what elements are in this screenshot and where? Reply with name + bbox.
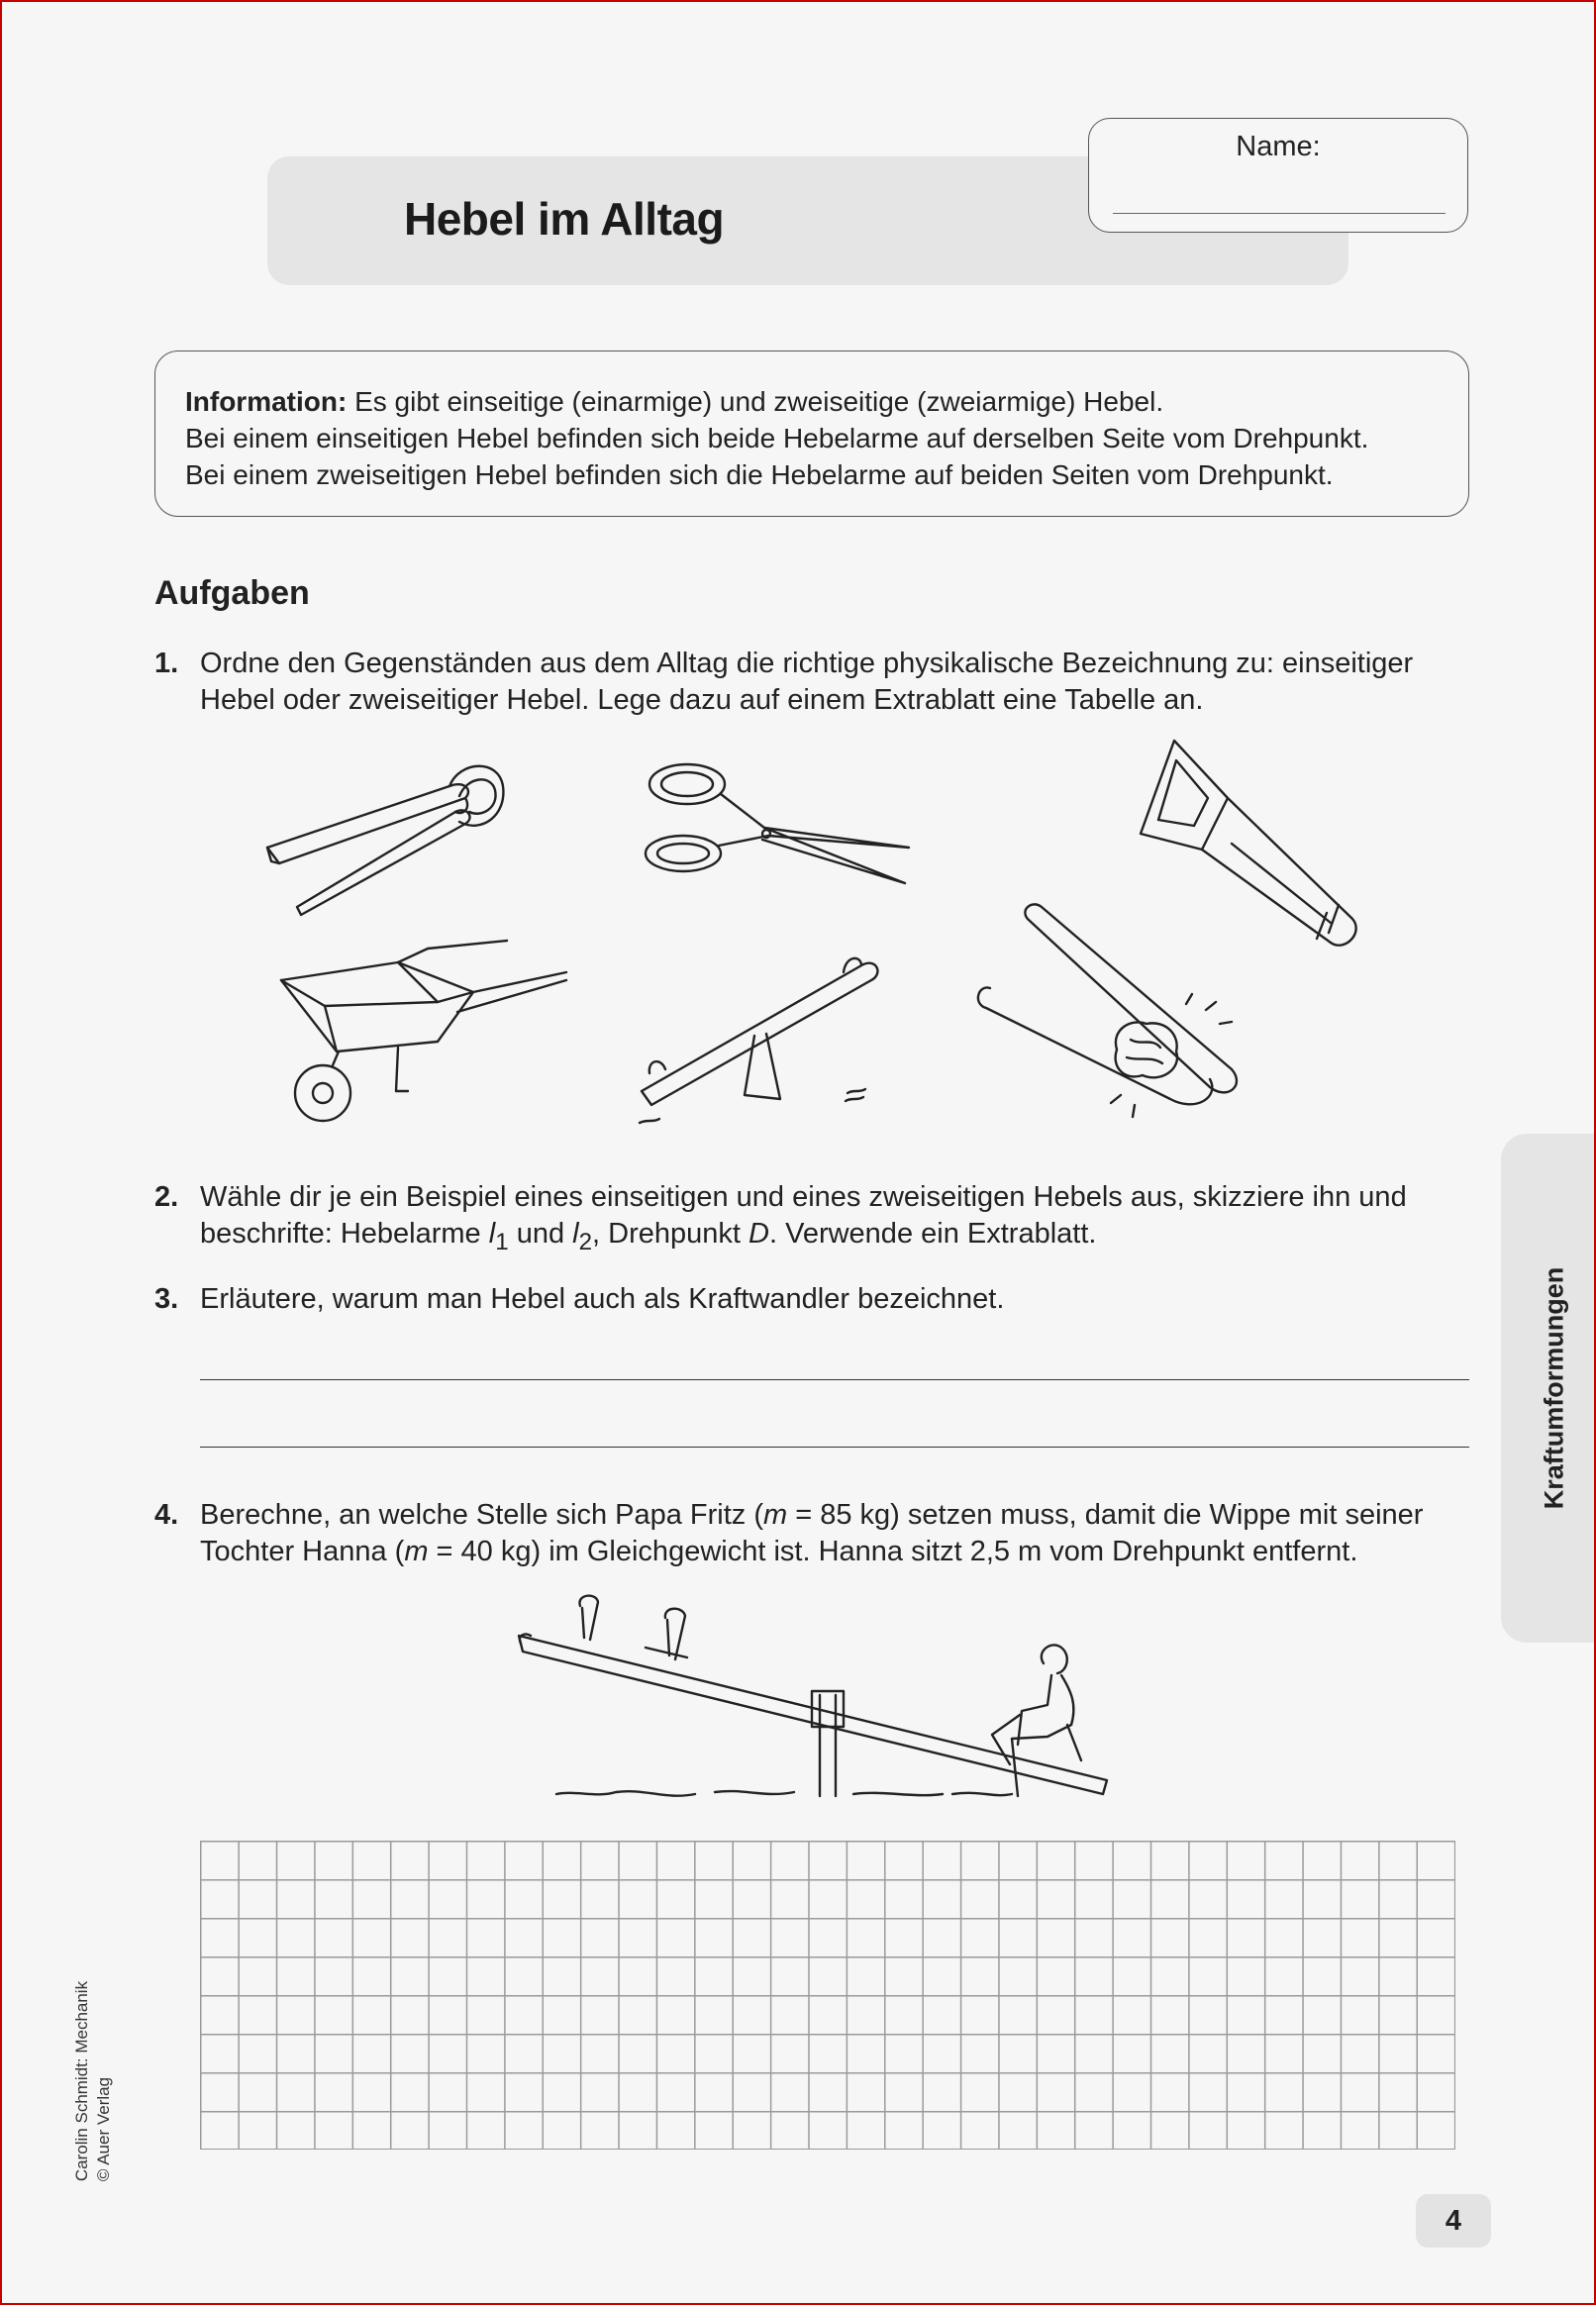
calculation-grid[interactable] — [200, 1841, 1455, 2150]
pincers-illustration — [261, 756, 509, 915]
subscript-2: 2 — [578, 1228, 593, 1255]
subscript-1: 1 — [495, 1228, 509, 1255]
info-line-1 — [185, 383, 1439, 420]
mass-symbol: m — [404, 1536, 429, 1567]
credit-line-1: Carolin Schmidt: Mechanik — [72, 1980, 91, 2182]
task-1 — [154, 646, 1471, 719]
task-text-part: . Verwende ein Extrablatt. — [768, 1218, 1097, 1250]
credit-line-2: © Auer Verlag — [94, 2076, 113, 2182]
info-line-3: Bei einem zweiseitigen Hebel befinden sich die Hebelarme auf beiden Seiten vom Drehpunkt. — [185, 459, 1334, 490]
lever-arm-symbol: l — [572, 1218, 579, 1250]
task-number: 1. — [154, 648, 179, 679]
page-number: 4 — [1416, 2194, 1491, 2248]
name-label: Name: — [1236, 131, 1321, 162]
task-3 — [154, 1281, 1471, 1318]
task-text-part: , Drehpunkt — [592, 1218, 749, 1250]
info-label: Information: — [185, 386, 348, 417]
task-text-part: = 85 kg) setzen muss, damit die Wippe mit seiner Tochter Hanna ( — [200, 1499, 1424, 1567]
task-4 — [154, 1497, 1471, 1570]
chapter-tab-label: Kraftumformungen — [1539, 1266, 1569, 1510]
mass-symbol: m — [763, 1499, 788, 1531]
section-title: Aufgaben — [154, 574, 310, 612]
copyright-credit — [71, 1981, 115, 2181]
name-box — [1088, 118, 1468, 233]
task-text: Ordne den Gegenständen aus dem Alltag die richtige physikalische Bezeichnung zu: einseitiger Hebel oder zweiseitiger Hebel. Lege dazu auf einem Extrablatt eine Tabelle an. — [200, 648, 1414, 716]
task-number: 3. — [154, 1283, 179, 1315]
task-text-part: und — [508, 1218, 573, 1250]
task-text: Erläutere, warum man Hebel auch als Kraftwandler bezeichnet. — [200, 1283, 1005, 1315]
large-seesaw-illustration — [517, 1596, 1111, 1808]
info-text-1: Es gibt einseitige (einarmige) und zweiseitige (zweiarmige) Hebel. — [347, 386, 1164, 417]
task-text-part: = 40 kg) im Gleichgewicht ist. Hanna sitzt 2,5 m vom Drehpunkt entfernt. — [428, 1536, 1358, 1567]
task-number: 4. — [154, 1499, 179, 1531]
pivot-symbol: D — [748, 1218, 769, 1250]
answer-line-2[interactable] — [200, 1447, 1469, 1448]
answer-line-1[interactable] — [200, 1379, 1469, 1380]
task-text-part: Berechne, an welche Stelle sich Papa Fritz ( — [200, 1499, 763, 1531]
scissors-illustration — [646, 756, 913, 895]
name-line[interactable] — [1113, 213, 1446, 214]
task-text — [200, 1179, 1471, 1260]
page-title: Hebel im Alltag — [404, 193, 725, 245]
information-box — [154, 351, 1469, 517]
task-text-part: Wähle dir je ein Beispiel eines einseitigen und eines zweiseitigen Hebels aus, skizziere ihn und beschrifte: Hebelarme — [200, 1181, 1407, 1250]
task-number: 2. — [154, 1181, 179, 1213]
wheelbarrow-illustration — [279, 943, 576, 1131]
task-2 — [154, 1179, 1471, 1260]
lever-arm-symbol: l — [488, 1218, 496, 1250]
info-line-2: Bei einem einseitigen Hebel befinden sich beide Hebelarme auf derselben Seite vom Drehpunkt. — [185, 423, 1369, 453]
small-seesaw-illustration — [636, 954, 883, 1133]
nutcracker-illustration — [972, 901, 1269, 1129]
task-text — [200, 1497, 1471, 1570]
